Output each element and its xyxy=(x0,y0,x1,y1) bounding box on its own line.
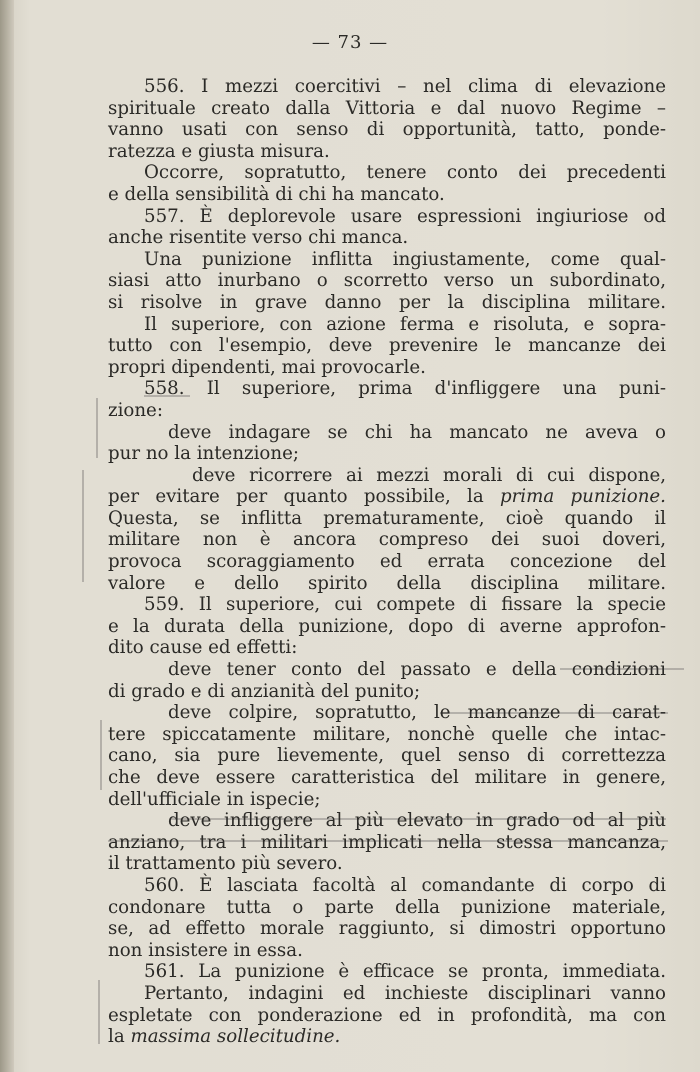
text-line: e la durata della punizione, dopo di averne approfon- xyxy=(108,615,666,637)
text-line: deve indagare se chi ha mancato ne aveva o xyxy=(168,421,666,443)
text-segment: la xyxy=(108,1026,125,1048)
text-line: siasi atto inurbano o scorretto verso un subordinato, xyxy=(108,270,666,292)
page-number: — 73 — xyxy=(311,32,389,53)
emphasis-text: prima punizione. xyxy=(499,486,666,508)
text-line: propri dipendenti, mai provocarle. xyxy=(108,356,426,378)
text-line: tutto con l'esempio, deve prevenire le mancanze dei xyxy=(108,335,666,357)
text-line: dell'ufficiale in ispecie; xyxy=(108,788,321,810)
text-line: anziano, tra i militari implicati nella stessa mancanza, xyxy=(108,831,666,853)
text-line: zione: xyxy=(108,399,163,421)
text-line: 561. La punizione è efficace se pronta, immediata. xyxy=(144,961,666,983)
book-spine xyxy=(0,0,14,1072)
text-line: anche risentite verso chi manca. xyxy=(108,227,409,249)
body-text xyxy=(108,76,666,1048)
emphasis-text: massima sollecitudine. xyxy=(130,1026,341,1048)
text-line: deve ricorrere ai mezzi morali di cui dispone, xyxy=(192,464,666,486)
text-line: 560. È lasciata facoltà al comandante di corpo di xyxy=(144,874,666,896)
text-line: spirituale creato dalla Vittoria e dal nuovo Regime – xyxy=(108,97,666,119)
text-line: cano, sia pure lievemente, quel senso di correttezza xyxy=(108,745,666,767)
text-line xyxy=(108,1026,666,1048)
text-line: provoca scoraggiamento ed errata concezione del xyxy=(108,551,666,573)
text-line: militare non è ancora compreso dei suoi doveri, xyxy=(108,529,666,551)
text-line: 557. È deplorevole usare espressioni ingiuriose od xyxy=(144,205,666,227)
margin-pencil-mark xyxy=(96,398,98,458)
margin-pencil-mark xyxy=(100,720,102,790)
text-line: e della sensibilità di chi ha mancato. xyxy=(108,183,445,205)
text-line: ratezza e giusta misura. xyxy=(108,140,330,162)
text-line: che deve essere caratteristica del militare in genere, xyxy=(108,767,666,788)
text-line: 558. Il superiore, prima d'infliggere una puni- xyxy=(144,378,666,400)
text-line: pur no la intenzione; xyxy=(108,443,299,465)
text-line: il trattamento più severo. xyxy=(108,853,343,875)
text-line: Occorre, sopratutto, tenere conto dei precedenti xyxy=(144,162,666,184)
text-line: deve tener conto del passato e della condizioni xyxy=(168,659,666,681)
text-line: valore e dello spirito della disciplina militare. xyxy=(108,572,666,594)
text-line: deve colpire, sopratutto, le mancanze di carat- xyxy=(168,702,666,724)
text-line: vanno usati con senso di opportunità, tatto, ponde- xyxy=(108,119,666,141)
text-line: dito cause ed effetti: xyxy=(108,637,298,659)
margin-pencil-mark xyxy=(82,470,84,582)
text-line xyxy=(108,486,666,508)
text-line: espletate con ponderazione ed in profondità, ma con xyxy=(108,1004,666,1026)
text-line: 559. Il superiore, cui compete di fissare la specie xyxy=(144,594,666,616)
text-segment: per evitare per quanto possibile, la xyxy=(108,486,484,508)
text-line: non insistere in essa. xyxy=(108,939,303,961)
text-line: si risolve in grave danno per la disciplina militare. xyxy=(108,291,666,313)
text-line: condonare tutta o parte della punizione materiale, xyxy=(108,896,666,918)
text-line: Il superiore, con azione ferma e risoluta, e sopra- xyxy=(144,313,666,335)
text-line: di grado e di anzianità del punito; xyxy=(108,680,421,702)
text-line: Questa, se inflitta prematuramente, cioè quando il xyxy=(108,507,666,529)
text-line: se, ad effetto morale raggiunto, si dimostri opportuno xyxy=(108,918,666,940)
text-line: 556. I mezzi coercitivi – nel clima di elevazione xyxy=(144,76,666,97)
text-line: Pertanto, indagini ed inchieste disciplinari vanno xyxy=(144,982,666,1004)
text-line: Una punizione inflitta ingiustamente, come qual- xyxy=(144,248,666,270)
margin-pencil-mark xyxy=(98,980,100,1044)
text-line: deve infliggere al più elevato in grado od al più xyxy=(168,810,666,832)
text-line: tere spiccatamente militare, nonchè quelle che intac- xyxy=(108,723,666,745)
